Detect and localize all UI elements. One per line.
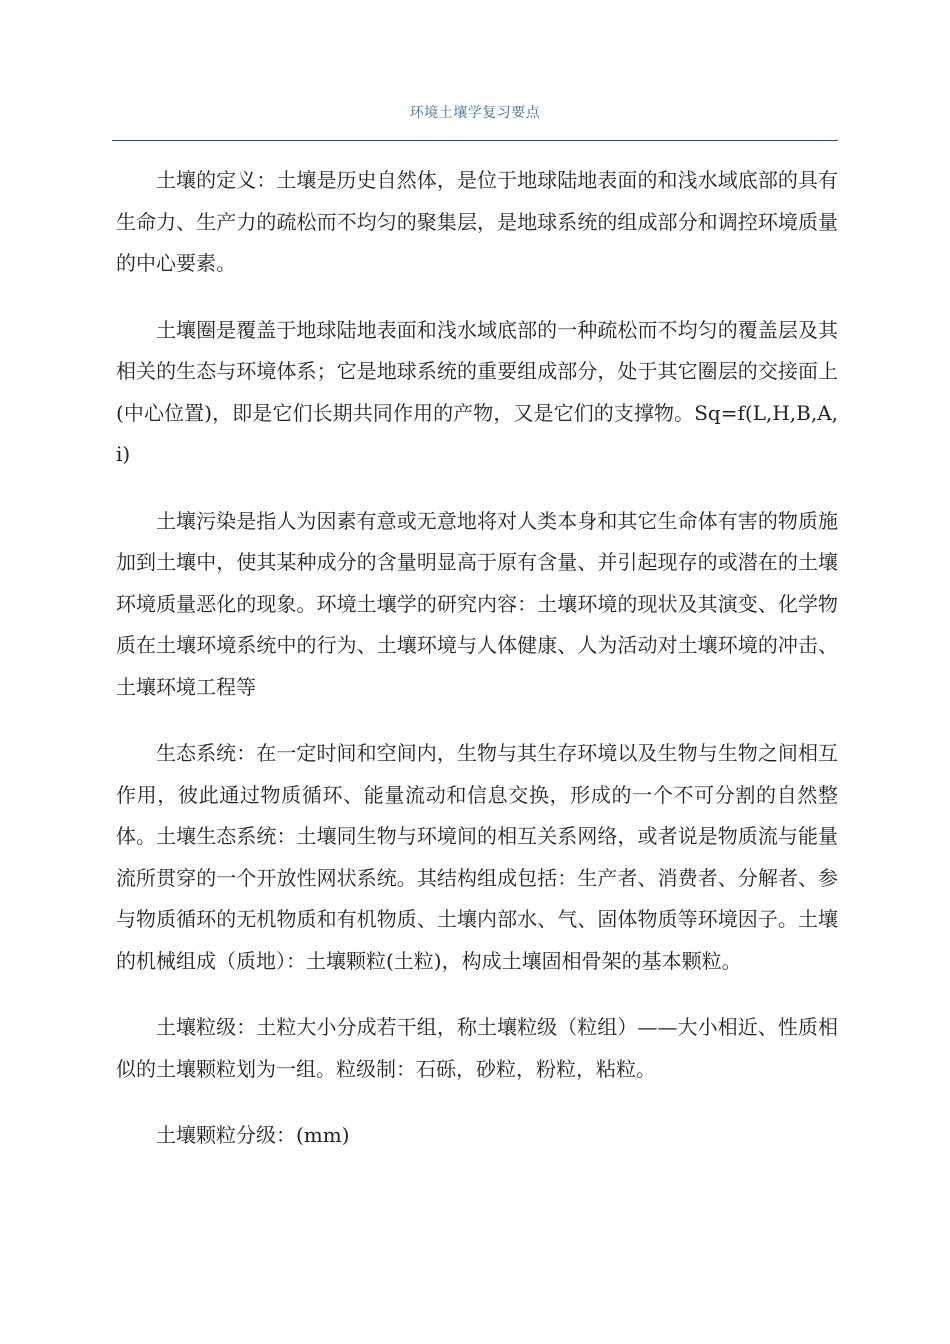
paragraph-pedosphere: 土壤圈是覆盖于地球陆地表面和浅水域底部的一种疏松而不均匀的覆盖层及其相关的生态与环境体系；它是地球系统的重要组成部分，处于其它圈层的交接面上(中心位置)，即是它们长期共同作用的产物，又是它们的支撑物。Sq=f(L,H,B,A,i) [116,317,838,466]
paragraph-soil-definition: 土壤的定义：土壤是历史自然体，是位于地球陆地表面的和浅水域底部的具有生命力、生产力的疏松而不均匀的聚集层，是地球系统的组成部分和调控环境质量的中心要素。 [116,168,838,275]
paragraph-particle-grade: 土壤粒级：土粒大小分成若干组，称土壤粒级（粒组）——大小相近、性质相似的土壤颗粒划为一组。粒级制：石砾，砂粒，粉粒，粘粒。 [116,1015,838,1081]
document-body [116,160,838,1182]
page-header-title: 环境土壤学复习要点 [409,105,541,121]
paragraph-particle-classification: 土壤颗粒分级：(mm) [156,1123,350,1147]
paragraph-soil-pollution: 土壤污染是指人为因素有意或无意地将对人类本身和其它生命体有害的物质施加到土壤中，使其某种成分的含量明显高于原有含量、并引起现存的或潜在的土壤环境质量恶化的现象。环境土壤学的研究内容：土壤环境的现状及其演变、化学物质在土壤环境系统中的行为、土壤环境与人体健康、人为活动对土壤环境的冲击、土壤环境工程等 [116,508,838,699]
paragraph-ecosystem: 生态系统：在一定时间和空间内，生物与其生存环境以及生物与生物之间相互作用，彼此通过物质循环、能量流动和信息交换，形成的一个不可分割的自然整体。土壤生态系统：土壤同生物与环境间的相互关系网络，或者说是物质流与能量流所贯穿的一个开放性网状系统。其结构组成包括：生产者、消费者、分解者、参与物质循环的无机物质和有机物质、土壤内部水、气、固体物质等环境因子。土壤的机械组成（质地）：土壤颗粒(土粒)，构成土壤固相骨架的基本颗粒。 [116,741,838,973]
header-divider [112,140,838,141]
